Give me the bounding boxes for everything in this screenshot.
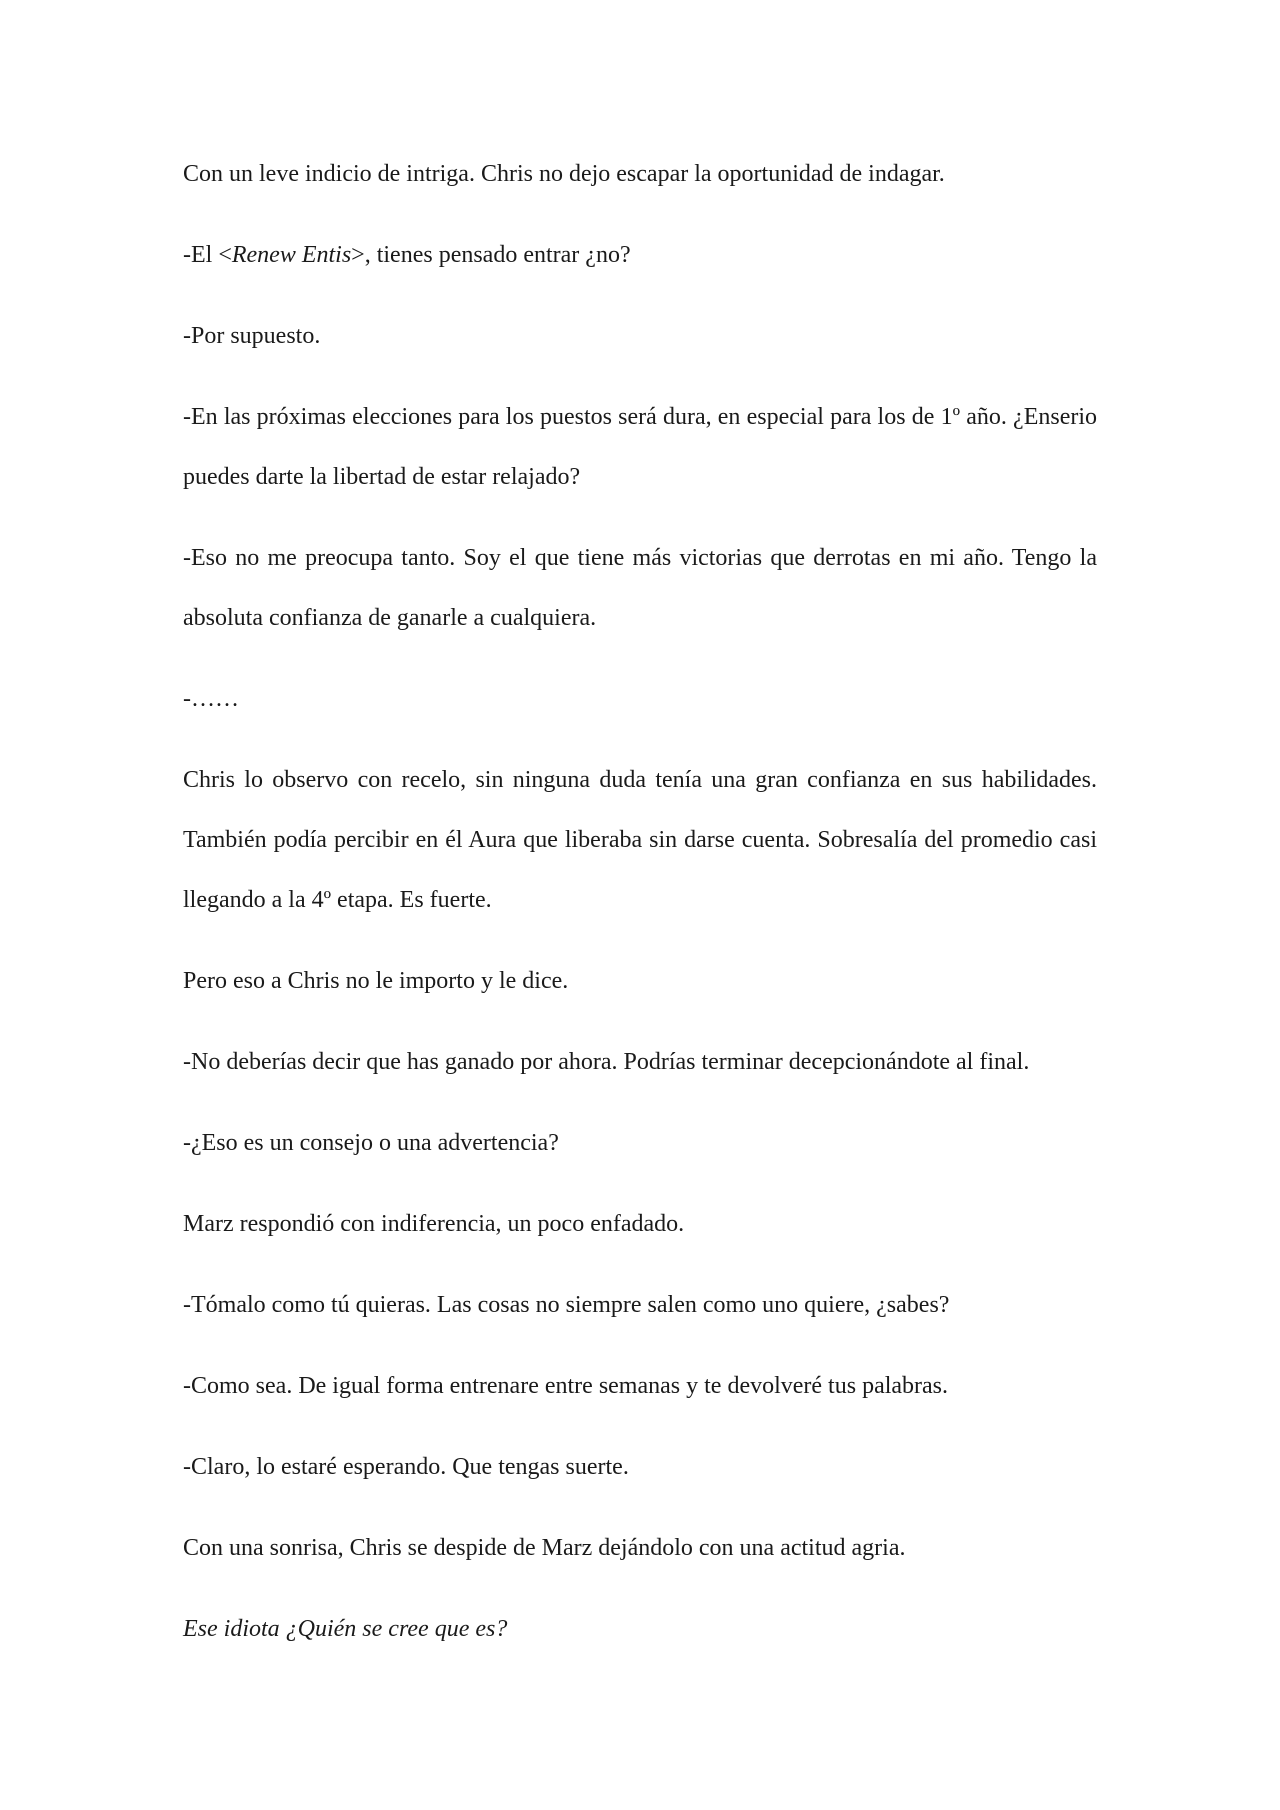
dialogue-paragraph <box>183 225 1097 285</box>
narration-paragraph: Chris lo observo con recelo, sin ninguna duda tenía una gran confianza en sus habilidades. También podía percibir en él Aura que liberaba sin darse cuenta. Sobresalía del promedio casi llegando a la 4º etapa. Es fuerte. <box>183 767 1097 913</box>
dialogue-paragraph: -Como sea. De igual forma entrenare entre semanas y te devolveré tus palabras. <box>183 1373 949 1399</box>
inner-thought-paragraph: Ese idiota ¿Quién se cree que es? <box>183 1616 508 1642</box>
narration-paragraph: Con un leve indicio de intriga. Chris no dejo escapar la oportunidad de indagar. <box>183 161 945 187</box>
dialogue-suffix: >, tienes pensado entrar ¿no? <box>351 242 631 268</box>
dialogue-paragraph: -Eso no me preocupa tanto. Soy el que tiene más victorias que derrotas en mi año. Tengo la absoluta confianza de ganarle a cualquiera. <box>183 545 1097 631</box>
dialogue-paragraph: -…… <box>183 686 239 712</box>
dialogue-paragraph: -En las próximas elecciones para los puestos será dura, en especial para los de 1º año. ¿Enserio puedes darte la libertad de estar relajado? <box>183 404 1097 490</box>
dialogue-prefix: -El < <box>183 242 232 268</box>
dialogue-paragraph: -Tómalo como tú quieras. Las cosas no siempre salen como uno quiere, ¿sabes? <box>183 1292 950 1318</box>
dialogue-paragraph: -¿Eso es un consejo o una advertencia? <box>183 1130 559 1156</box>
narration-paragraph: Marz respondió con indiferencia, un poco enfadado. <box>183 1211 685 1237</box>
dialogue-paragraph: -Por supuesto. <box>183 323 321 349</box>
document-body <box>183 144 1097 1680</box>
dialogue-paragraph: -Claro, lo estaré esperando. Que tengas suerte. <box>183 1454 629 1480</box>
italic-term: Renew Entis <box>231 242 352 268</box>
narration-paragraph: Pero eso a Chris no le importo y le dice. <box>183 968 569 994</box>
dialogue-paragraph: -No deberías decir que has ganado por ahora. Podrías terminar decepcionándote al final. <box>183 1049 1030 1075</box>
narration-paragraph: Con una sonrisa, Chris se despide de Marz dejándolo con una actitud agria. <box>183 1535 906 1561</box>
